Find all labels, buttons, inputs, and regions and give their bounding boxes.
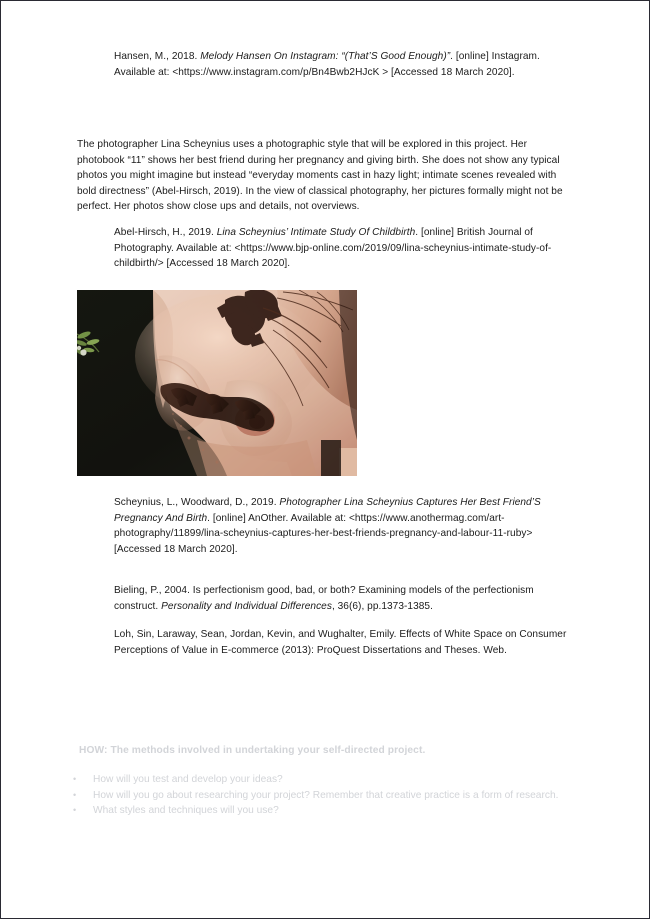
reference-abel-hirsch-title: Lina Scheynius’ Intimate Study Of Childbirth bbox=[216, 227, 416, 238]
bullet-icon: • bbox=[73, 805, 77, 816]
reference-bieling-title: Personality and Individual Differences bbox=[161, 600, 332, 612]
reference-bieling bbox=[114, 583, 576, 614]
list-item bbox=[71, 803, 581, 818]
reference-loh bbox=[114, 627, 576, 658]
photograph-lina-scheynius bbox=[77, 290, 357, 476]
list-item-label: What styles and techniques will you use? bbox=[93, 805, 279, 817]
template-prompt-list bbox=[71, 772, 581, 819]
document-body bbox=[1, 1, 650, 919]
reference-scheynius-post: . [online] AnOther. Available at: <https://www.anothermag.com/art-photography/11899/lina-scheynius-captures-her-best-friends-pregnancy-and-labour-11-ruby> [Accessed 18 March 2020]. bbox=[114, 512, 533, 555]
reference-abel-hirsch-post: . [online] British Journal of Photography. Available at: <https://www.bjp-online.com/2019/09/lina-scheynius-intimate-study-of-childbirth/> [Accessed 18 March 2020]. bbox=[114, 227, 552, 270]
reference-bieling-post: , 36(6), pp.1373-1385. bbox=[331, 600, 433, 612]
reference-hansen-title: Melody Hansen On Instagram: “(That’S Good Enough)” bbox=[200, 51, 451, 62]
template-prompt-heading: HOW: The methods involved in undertaking your self-directed project. bbox=[79, 745, 426, 756]
reference-scheynius-pre: Scheynius, L., Woodward, D., 2019. bbox=[114, 497, 280, 508]
reference-hansen-pre: Hansen, M., 2018. bbox=[114, 51, 201, 62]
list-item-label: How will you test and develop your ideas? bbox=[93, 774, 283, 785]
list-item bbox=[71, 788, 581, 803]
reference-scheynius bbox=[114, 495, 576, 557]
reference-bieling-pre: Bieling, P., 2004. Is perfectionism good, bad, or both? Examining models of the perfectionism construct. bbox=[114, 585, 534, 612]
list-item-label: How will you go about researching your project? Remember that creative practice is a form of research. bbox=[93, 789, 559, 801]
reference-scheynius-title: Photographer Lina Scheynius Captures Her Best Friend’S Pregnancy And Birth bbox=[114, 497, 541, 524]
reference-abel-hirsch bbox=[114, 225, 576, 272]
reference-hansen-post: . [online] Instagram. Available at: <https://www.instagram.com/p/Bn4Bwb2HJcK > [Accessed 18 March 2020]. bbox=[114, 51, 540, 78]
bullet-icon: • bbox=[73, 789, 77, 800]
reference-loh-text: Loh, Sin, Laraway, Sean, Jordan, Kevin, and Wughalter, Emily. Effects of White Space on Consumer Perceptions of Value in E-commerce (2013): ProQuest Dissertations and Theses. Web. bbox=[114, 629, 567, 656]
reference-abel-hirsch-pre: Abel-Hirsch, H., 2019. bbox=[114, 227, 217, 238]
bullet-icon: • bbox=[73, 774, 77, 784]
list-item bbox=[71, 772, 581, 787]
photograph-graphic bbox=[77, 290, 357, 476]
reference-hansen bbox=[114, 49, 576, 80]
main-paragraph: The photographer Lina Scheynius uses a photographic style that will be explored in this project. Her photobook “11” shows her best friend during her pregnancy and giving birth. She does not show any typical photos you might imagine but instead “everyday moments cast in hazy light; intimate scenes revealed with bold directness” (Abel-Hirsch, 2019). In the view of classical photography, her pictures formally might not be perfect. Her photos show close ups and details, not overviews. bbox=[77, 139, 563, 213]
